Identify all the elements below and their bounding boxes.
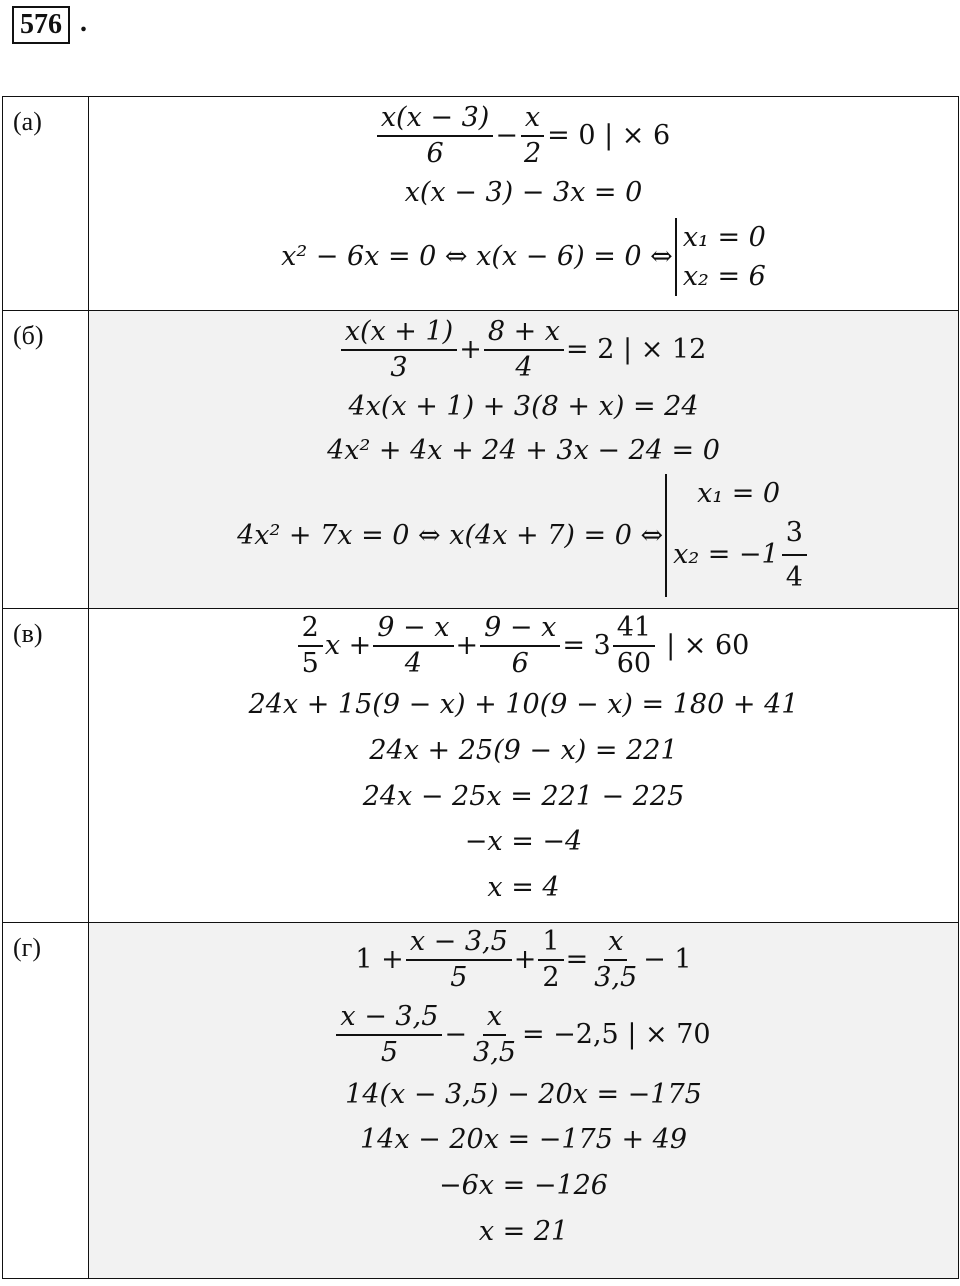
- row-label: (а): [3, 97, 89, 311]
- solution-row-d: [3, 923, 959, 1279]
- fraction: $\frac{2}{5}$: [298, 613, 323, 678]
- solution-work: [89, 97, 959, 311]
- solution-work: [89, 311, 959, 609]
- equation-line: 4x² + 7x = 0 ⇔ x(4x + 7) = 0 ⇔ x₁ = 0 x₂ = −1 $\frac{3}{4}$: [89, 474, 958, 597]
- fraction: $\frac{x}{2}$: [520, 103, 545, 168]
- solution-row-c: [3, 609, 959, 923]
- solution-row-a: [3, 97, 959, 311]
- equation-line: −6x = −126: [439, 1170, 608, 1202]
- fraction: $\frac{x(x + 1)}{3}$: [341, 317, 458, 382]
- equation-line: 4x² + 4x + 24 + 3x − 24 = 0: [327, 435, 720, 467]
- solution-table: [2, 96, 959, 1279]
- equation-line: 24x − 25x = 221 − 225: [362, 780, 685, 812]
- row-label: (б): [3, 311, 89, 609]
- row-label: (в): [3, 609, 89, 923]
- equation-line: 4x(x + 1) + 3(8 + x) = 24: [348, 391, 699, 423]
- solution-row-b: [3, 311, 959, 609]
- equation-line: $\frac{x(x + 1)}{3}$ + $\frac{8 + x}{4}$ = 2 | × 12: [89, 317, 958, 382]
- equation-line: $\frac{x - 3,5}{5}$ − $\frac{x}{3,5}$ = −2,5 | × 70: [89, 1002, 958, 1067]
- solution-work: [89, 923, 959, 1279]
- equation-line: $\frac{x(x - 3)}{6}$ − $\frac{x}{2}$ = 0 | × 6: [89, 103, 958, 168]
- equation-line: −x = −4: [464, 826, 583, 858]
- equation-line: $\frac{2}{5}$ x + $\frac{9 - x}{4}$ + $\frac{9 - x}{6}$ = 3 $\frac{41}{60}$ | × 60: [89, 613, 958, 678]
- equation-line: 1 + $\frac{x - 3,5}{5}$ + $\frac{1}{2}$ = $\frac{x}{3,5}$ − 1: [355, 926, 692, 993]
- problem-number-dot: .: [80, 7, 87, 38]
- fraction: $\frac{x - 3,5}{5}$: [406, 927, 512, 992]
- equation-line: x = 21: [478, 1215, 569, 1247]
- fraction: $\frac{x - 3,5}{5}$: [336, 1002, 442, 1067]
- solution-work: [89, 609, 959, 923]
- fraction: $\frac{41}{60}$: [613, 613, 655, 678]
- problem-number: 576: [20, 9, 62, 40]
- equation-line: x(x − 3) − 3x = 0: [404, 177, 643, 209]
- fraction: $\frac{9 - x}{4}$: [373, 613, 453, 678]
- fraction: $\frac{x(x - 3)}{6}$: [377, 103, 494, 168]
- fraction: $\frac{x}{3,5}$: [473, 1001, 516, 1069]
- row-label: (г): [3, 923, 89, 1279]
- equation-line: 14(x − 3,5) − 20x = −175: [345, 1078, 702, 1110]
- fraction: $\frac{8 + x}{4}$: [484, 317, 564, 382]
- fraction: $\frac{9 - x}{6}$: [480, 613, 560, 678]
- equation-line: x = 4: [487, 872, 560, 904]
- equation-line: 14x − 20x = −175 + 49: [359, 1124, 688, 1156]
- solution-set-bracket: x₁ = 0 x₂ = −1 $\frac{3}{4}$: [665, 474, 810, 597]
- equation-line: x² − 6x = 0 ⇔ x(x − 6) = 0 ⇔ x₁ = 0 x₂ = 6: [89, 218, 958, 296]
- equation-line: 24x + 15(9 − x) + 10(9 − x) = 180 + 41: [248, 689, 799, 721]
- solution-set-bracket: x₁ = 0 x₂ = 6: [675, 218, 766, 296]
- problem-number-box: [12, 6, 70, 44]
- fraction: $\frac{x}{3,5}$: [594, 926, 638, 993]
- equation-line: 24x + 25(9 − x) = 221: [369, 735, 678, 767]
- fraction: $\frac{1}{2}$: [538, 927, 563, 992]
